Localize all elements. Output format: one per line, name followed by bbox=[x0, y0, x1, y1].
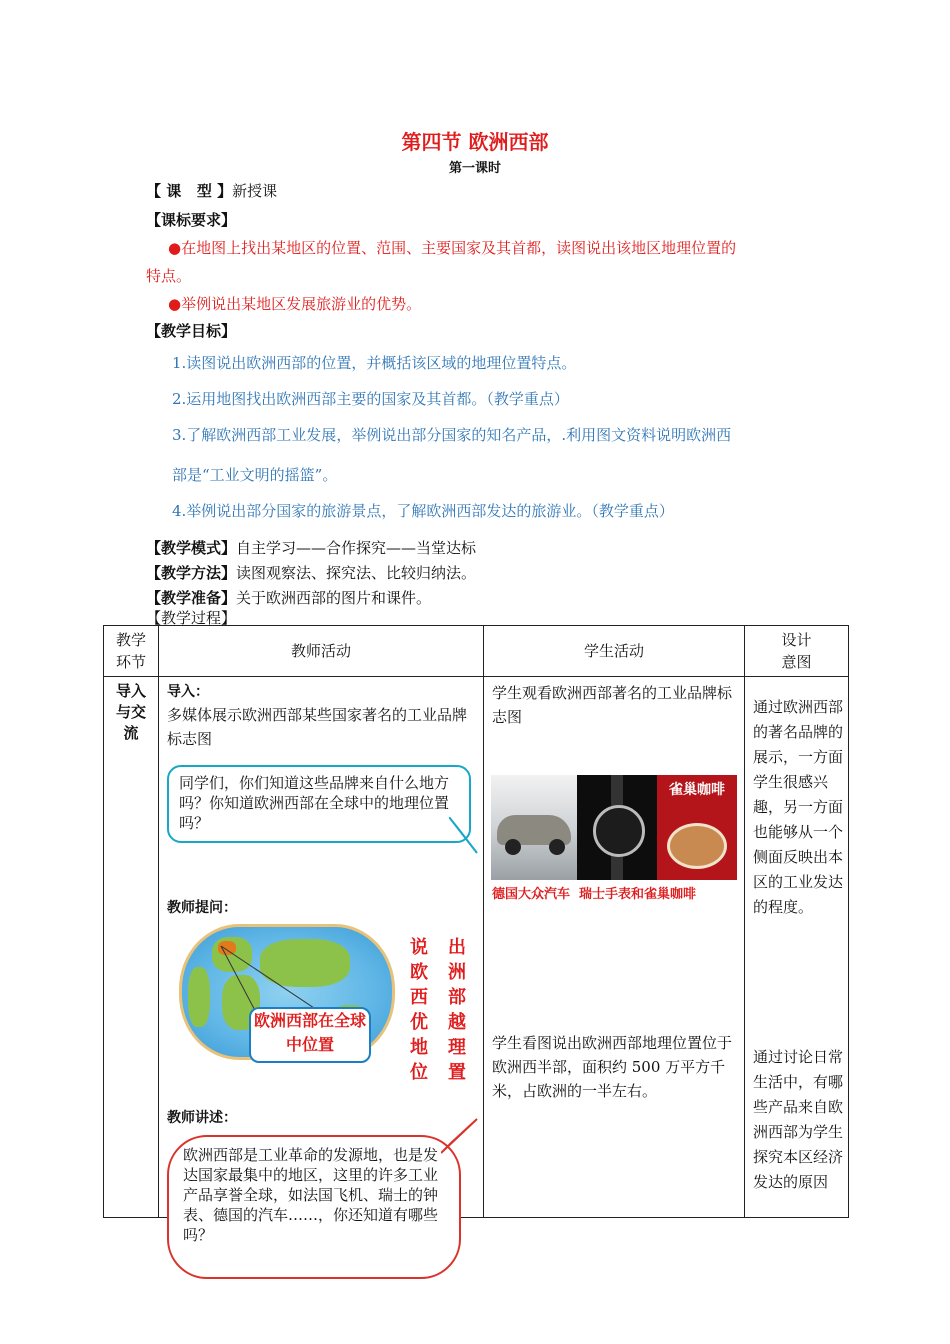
photo-caption: 德国大众汽车 瑞士手表和雀巢咖啡 bbox=[492, 887, 697, 902]
standard-item-2: ●举例说出某地区发展旅游业的优势。 bbox=[168, 295, 422, 313]
mode-row bbox=[146, 537, 476, 558]
header-teacher: 教师活动 bbox=[159, 626, 484, 677]
goal-4: 4.举例说出部分国家的旅游景点，了解欧洲西部发达的旅游业。（教学重点） bbox=[172, 502, 674, 520]
header-stage: 教学环节 bbox=[104, 626, 159, 677]
standard-item-1-cont: 特点。 bbox=[146, 267, 192, 285]
standard-item-1: ●在地图上找出某地区的位置、范围、主要国家及其首都，读图说出该地区地理位置的 bbox=[168, 239, 737, 257]
student-activity-1: 学生观看欧洲西部著名的工业品牌标志图 bbox=[492, 684, 733, 726]
lesson-type-row bbox=[146, 180, 277, 201]
goal-3-cont: 部是“工业文明的摇篮”。 bbox=[172, 466, 338, 484]
globe-caption: 欧洲西部在全球中位置 bbox=[249, 1007, 371, 1063]
bubble-tail-red-icon bbox=[441, 1117, 481, 1157]
coffee-cup bbox=[667, 823, 727, 869]
vertical-text-col2: 出 洲 部 越 理 置 bbox=[448, 937, 466, 1083]
stage-label: 导入与交流 bbox=[115, 682, 146, 742]
header-student: 学生活动 bbox=[484, 626, 745, 677]
method-label: 【教学方法】 bbox=[146, 564, 237, 582]
question-label: 教师提问： bbox=[167, 900, 237, 916]
prep-label: 【教学准备】 bbox=[146, 589, 237, 607]
speech-bubble-lecture: 欧洲西部是工业革命的发源地，也是发达国家最集中的地区，这里的许多工业产品享誉全球，如法国飞机、瑞士的钟表、德国的汽车……，你还知道有哪些吗？ bbox=[167, 1135, 461, 1279]
table-header-row bbox=[104, 626, 849, 677]
vertical-text-col1: 说 欧 西 优 地 位 bbox=[410, 937, 428, 1083]
bubble-tail-icon bbox=[449, 817, 481, 857]
method-value: 读图观察法、探究法、比较归纳法。 bbox=[236, 564, 477, 582]
watch-photo bbox=[577, 775, 657, 880]
teacher-cell bbox=[159, 677, 484, 1244]
standards-label: 【课标要求】 bbox=[146, 211, 237, 229]
coffee-brand-text: 雀巢咖啡 bbox=[669, 782, 725, 798]
goal-1: 1.读图说出欧洲西部的位置，并概括该区域的地理位置特点。 bbox=[172, 354, 577, 372]
speech-bubble-question: 同学们，你们知道这些品牌来自什么地方吗？你知道欧洲西部在全球中的地理位置吗？ bbox=[167, 765, 471, 843]
student-cell bbox=[484, 677, 745, 1218]
lesson-type-value: 新授课 bbox=[232, 182, 278, 200]
page-subtitle: 第一课时 bbox=[448, 161, 501, 176]
page-title: 第四节 欧洲西部 bbox=[401, 130, 549, 154]
goal-2: 2.运用地图找出欧洲西部主要的国家及其首都。（教学重点） bbox=[172, 390, 569, 408]
stage-cell bbox=[104, 677, 159, 1218]
design-cell bbox=[745, 677, 849, 1218]
mode-label: 【教学模式】 bbox=[146, 539, 237, 557]
prep-row bbox=[146, 587, 431, 608]
process-table bbox=[103, 625, 849, 1244]
goals-label: 【教学目标】 bbox=[146, 322, 237, 340]
watch-dial bbox=[593, 805, 645, 857]
header-design: 设计意图 bbox=[745, 626, 849, 677]
prep-value: 关于欧洲西部的图片和课件。 bbox=[236, 589, 432, 607]
method-row bbox=[146, 562, 476, 583]
process-label: 【教学过程】 bbox=[146, 609, 237, 627]
design-intent-1: 通过欧洲西部的著名品牌的展示，一方面学生很感兴趣，另一方面也能够从一个侧面反映出本区的工业发达的程度。 bbox=[753, 698, 844, 916]
car-wheel-rear bbox=[549, 839, 565, 855]
car-photo bbox=[491, 775, 577, 880]
intro-label: 导入： bbox=[167, 684, 209, 700]
mode-value: 自主学习——合作探究——当堂达标 bbox=[236, 539, 477, 557]
goal-3: 3.了解欧洲西部工业发展，举例说出部分国家的知名产品，.利用图文资料说明欧洲西 bbox=[172, 426, 732, 444]
americas-land bbox=[188, 967, 210, 1027]
student-activity-2: 学生看图说出欧洲西部地理位置位于欧洲西半部，面积约 500 万平方千米，占欧洲的一半左右。 bbox=[492, 1034, 733, 1100]
intro-text: 多媒体展示欧洲西部某些国家著名的工业品牌标志图 bbox=[167, 706, 468, 748]
coffee-photo bbox=[657, 775, 737, 880]
lesson-type-label: 【 课 型 】 bbox=[146, 182, 233, 200]
lecture-label: 教师讲述： bbox=[167, 1110, 237, 1126]
table-row bbox=[104, 677, 849, 1218]
car-wheel-front bbox=[505, 839, 521, 855]
design-intent-2: 通过讨论日常生活中，有哪些产品来自欧洲西部为学生探究本区经济发达的原因 bbox=[753, 1048, 844, 1191]
